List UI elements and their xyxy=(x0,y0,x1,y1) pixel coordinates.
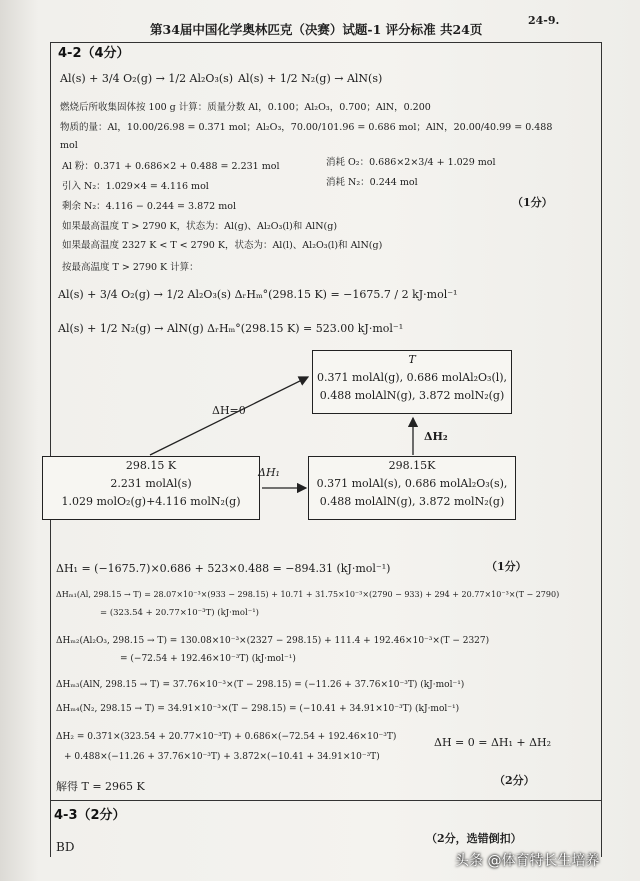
dhm-al-line1: ΔHₘ₁(Al, 298.15 → T) = 28.07×10⁻³×(933 − 298.15) + 10.71 + 31.75×10⁻³×(2790 − 933) + 294 + 20.77×10⁻³×(T − 2790) xyxy=(56,590,560,599)
state-final-line2: 0.488 molAlN(g), 3.872 molN₂(g) xyxy=(319,389,505,402)
dh1-equation: ΔH₁ = (−1675.7)×0.686 + 523×0.488 = −894.31 (kJ·mol⁻¹) xyxy=(56,562,391,575)
label-dh0: ΔH=0 xyxy=(212,404,246,417)
section-4-2-label: 4-2（4分） xyxy=(58,46,130,61)
page-header-title: 第34届中国化学奥林匹克（决赛）试题-1 评分标准 共24页 xyxy=(150,22,483,37)
thermo-eq-al2o3: Al(s) + 3/4 O₂(g) → 1/2 Al₂O₃(s) ΔᵣHₘ°(298.15 K) = −1675.7 / 2 kJ·mol⁻¹ xyxy=(58,288,458,301)
n2-consumed-line: 消耗 N₂：0.244 mol xyxy=(326,177,418,188)
reaction-al-o2: Al(s) + 3/4 O₂(g) → 1/2 Al₂O₃(s) xyxy=(60,72,234,85)
state-intermediate-line2: 0.488 molAlN(g), 3.872 molN₂(g) xyxy=(319,495,505,508)
dh2-line1: ΔH₂ = 0.371×(323.54 + 20.77×10⁻³T) + 0.686×(−72.54 + 192.46×10⁻³T) xyxy=(56,732,397,742)
state-box-initial xyxy=(42,456,260,520)
section-divider xyxy=(50,800,602,801)
dhm-al-line2: = (323.54 + 20.77×10⁻³T) (kJ·mol⁻¹) xyxy=(100,608,259,618)
condition-above-2790: 如果最高温度 T > 2790 K，状态为：Al(g)、Al₂O₃(l)和 AlN(g) xyxy=(62,221,338,232)
n2-remaining-line: 剩余 N₂：4.116 − 0.244 = 3.872 mol xyxy=(62,201,237,212)
dhm-al2o3-line1: ΔHₘ₂(Al₂O₃, 298.15 → T) = 130.08×10⁻³×(2327 − 298.15) + 111.4 + 192.46×10⁻³×(T − 2327) xyxy=(56,636,490,646)
dh2-line2: + 0.488×(−11.26 + 37.76×10⁻³T) + 3.872×(−10.41 + 34.91×10⁻³T) xyxy=(64,752,380,762)
moles-line: 物质的量：Al，10.00/26.98 = 0.371 mol；Al₂O₃，70.00/101.96 = 0.686 mol；AlN，20.00/40.99 = 0.488 xyxy=(60,122,553,133)
al-powder-line: Al 粉：0.371 + 0.686×2 + 0.488 = 2.231 mol xyxy=(62,161,280,172)
section-4-3-label: 4-3（2分） xyxy=(54,808,126,823)
condition-2327-2790: 如果最高温度 2327 K < T < 2790 K，状态为：Al(l)、Al₂O₃(l)和 AlN(g) xyxy=(62,240,383,251)
mass-fraction-line: 燃烧后所收集固体按 100 g 计算：质量分数 Al，0.100；Al₂O₃，0.700；AlN，0.200 xyxy=(60,102,431,113)
state-box-intermediate xyxy=(308,456,516,520)
state-final-temp: T xyxy=(408,353,416,366)
state-initial-temp: 298.15 K xyxy=(125,459,177,472)
score-note-4-3: （2分，选错倒扣） xyxy=(426,832,522,845)
reaction-al-n2: Al(s) + 1/2 N₂(g) → AlN(s) xyxy=(238,72,383,85)
dh-total-line: ΔH = 0 = ΔH₁ + ΔH₂ xyxy=(434,736,552,749)
dhm-n2-line: ΔHₘ₄(N₂, 298.15 → T) = 34.91×10⁻³×(T − 298.15) = (−10.41 + 34.91×10⁻³T) (kJ·mol⁻¹) xyxy=(56,704,460,714)
dhm-al2o3-line2: = (−72.54 + 192.46×10⁻³T) (kJ·mol⁻¹) xyxy=(120,654,296,664)
moles-line-unit: mol xyxy=(60,140,78,151)
solution-line: 解得 T = 2965 K xyxy=(56,780,145,793)
dh1-score: （1分） xyxy=(486,560,527,573)
solution-score: （2分） xyxy=(494,774,535,787)
label-dh2: ΔH₂ xyxy=(424,430,448,443)
answer-4-3: BD xyxy=(56,840,75,854)
thermo-eq-aln: Al(s) + 1/2 N₂(g) → AlN(g) ΔᵣHₘ°(298.15 K) = 523.00 kJ·mol⁻¹ xyxy=(58,322,404,335)
state-intermediate-temp: 298.15K xyxy=(388,459,436,472)
state-box-final xyxy=(312,350,512,414)
state-intermediate-line1: 0.371 molAl(s), 0.686 molAl₂O₃(s), xyxy=(316,477,508,490)
watermark: 头条 @体育特长生培养 xyxy=(455,853,600,869)
page-header-date: 24-9. xyxy=(528,14,560,27)
state-initial-line1: 2.231 molAl(s) xyxy=(110,477,192,490)
o2-consumed-line: 消耗 O₂：0.686×2×3/4 + 1.029 mol xyxy=(326,157,496,168)
dhm-aln-line: ΔHₘ₃(AlN, 298.15 → T) = 37.76×10⁻³×(T − 298.15) = (−11.26 + 37.76×10⁻³T) (kJ·mol⁻¹) xyxy=(56,680,465,690)
n2-introduced-line: 引入 N₂：1.029×4 = 4.116 mol xyxy=(62,181,209,192)
label-dh1: ΔH₁ xyxy=(258,466,280,479)
condition-compute: 按最高温度 T > 2790 K 计算： xyxy=(62,262,199,273)
state-initial-line2: 1.029 molO₂(g)+4.116 molN₂(g) xyxy=(61,495,241,508)
score-1: （1分） xyxy=(512,196,553,209)
state-final-line1: 0.371 molAl(g), 0.686 molAl₂O₃(l), xyxy=(316,371,508,384)
